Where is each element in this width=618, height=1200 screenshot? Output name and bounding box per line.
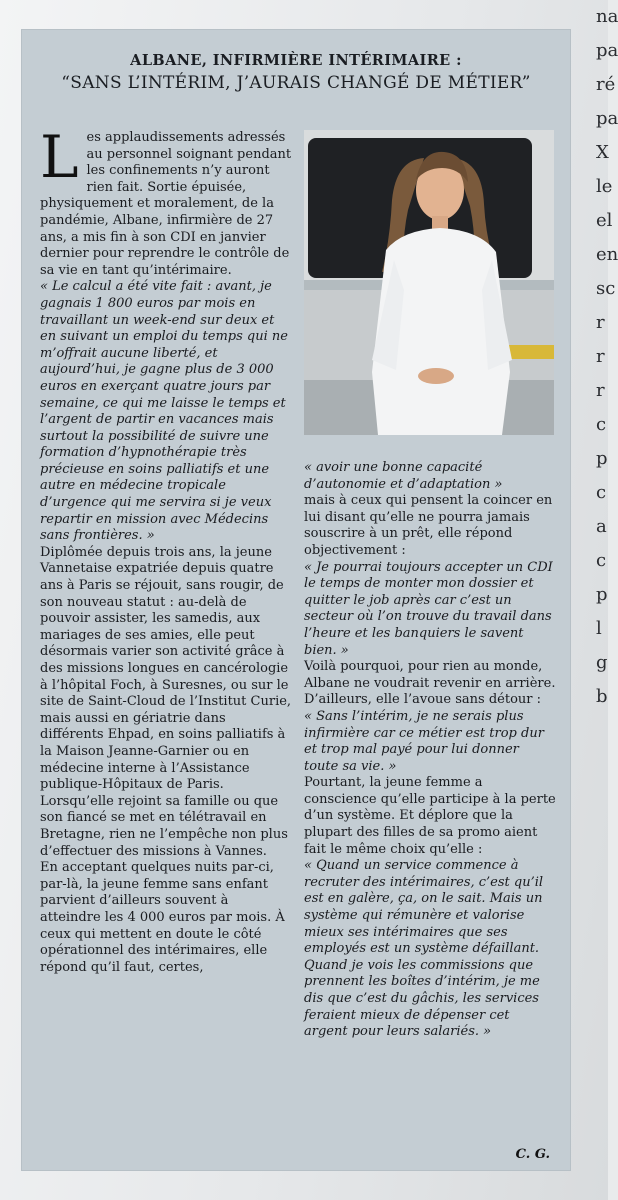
nurse-photo-illustration (304, 130, 554, 435)
adjacent-fragment: na (596, 6, 618, 27)
column-right (304, 460, 556, 1041)
column-left (40, 123, 292, 976)
adjacent-fragment: pa (596, 108, 618, 129)
adjacent-fragment: le (596, 176, 613, 197)
quote-cdi: « Je pourrai toujours accepter un CDI le temps de monter mon dossier et quitter le job après car c’est un secteur où l’on trouve du travail dans l’heure et les banquiers le savent bien. » (304, 559, 553, 658)
headline (22, 52, 570, 94)
intro-paragraph (40, 123, 292, 279)
paragraph-nights: En acceptant quelques nuits par-ci, par-là, la jeune femme sans enfant parvient d’ailleurs souvent à atteindre les 4 000 euros par mois. À ceux qui mettent en doute le côté opérationnel des intérimaires, elle répond qu’il faut, certes, (40, 860, 285, 975)
quote-without-interim: « Sans l’intérim, je ne serais plus infirmière car ce métier est trop dur et trop mal payé pour lui donner toute sa vie. » (304, 708, 544, 774)
portrait-photo (304, 130, 554, 435)
adjacent-fragment: X (596, 142, 609, 163)
drop-cap: L (40, 123, 79, 191)
quote-system-failing: « Quand un service commence à recruter des intérimaires, c’est qu’il est en galère, ça, on le sait. Mais un système qui rémunère et valorise mieux ses intérimaires que ses employés est un système défaillant. Quand je vois les commissions que prennent les boîtes d’intérim, je me dis que c’est du gâchis, les services feraient mieux de dépenser cet argent pour leurs salariés. » (304, 858, 544, 1040)
adjacent-fragment: c (596, 414, 607, 435)
paragraph-loan: mais à ceux qui pensent la coincer en lui disant qu’elle ne pourra jamais souscrire à un prêt, elle répond objectivement : (304, 493, 553, 558)
paragraph-family: Lorsqu’elle rejoint sa famille ou que son fiancé se met en télétravail en Bretagne, rien ne l’empêche non plus d’effectuer des missions à Vannes. (40, 793, 288, 859)
author-signature: C. G. (515, 1147, 550, 1162)
quote-autonomy: « avoir une bonne capacité d’autonomie et d’adaptation » (304, 460, 503, 492)
adjacent-fragment: en (596, 244, 618, 265)
adjacent-fragment: r (596, 380, 605, 401)
paragraph-no-return: Voilà pourquoi, pour rien au monde, Albane ne voudrait revenir en arrière. D’ailleurs, elle l’avoue sans détour : (304, 659, 556, 708)
headline-line-1: ALBANE, INFIRMIÈRE INTÉRIMAIRE : (130, 52, 462, 69)
adjacent-fragment: ré (596, 74, 616, 95)
adjacent-fragment: p (596, 584, 608, 605)
adjacent-fragment: g (596, 652, 608, 673)
adjacent-fragment: c (596, 482, 607, 503)
adjacent-fragment: b (596, 686, 608, 707)
adjacent-fragment: p (596, 448, 608, 469)
adjacent-fragment: el (596, 210, 613, 231)
adjacent-fragment: l (596, 618, 602, 639)
adjacent-fragment: sc (596, 278, 616, 299)
intro-text: es applaudissements adressés au personnel soignant pendant les confinements n’y auront rien fait. Sortie épuisée, physiquement et moralement, de la pandémie, Albane, infirmière de 27 ans, a mis fin à son CDI en janvier dernier pour reprendre le contrôle de sa vie en tant qu’intérimaire. (40, 130, 292, 278)
adjacent-fragment: r (596, 312, 605, 333)
paragraph-system: Pourtant, la jeune femme a conscience qu’elle participe à la perte d’un système. Et déplore que la plupart des filles de sa promo aient fait le même choix qu’elle : (304, 775, 556, 857)
adjacent-fragment: pa (596, 40, 618, 61)
quote-salary: « Le calcul a été vite fait : avant, je gagnais 1 800 euros par mois en travaillant un week-end sur deux et en suivant un emploi du temps qui ne m’offrait aucune liberté, et aujourd’hui, je gagne plus de 3 000 euros en exerçant quatre jours par semaine, ce qui me laisse le temps et l’argent de partir en vacances mais surtout la possibilité de suivre une formation d’hypnothérapie très précieuse en soins palliatifs et une autre en médecine tropicale d’urgence qui me servira si je veux repartir en mission avec Médecins sans frontières. » (40, 279, 288, 544)
paragraph-career: Diplômée depuis trois ans, la jeune Vannetaise expatriée depuis quatre ans à Paris se réjouit, sans rougir, de son nouveau statut : au-delà de pouvoir assister, les samedis, aux mariages de ses amies, elle peut désormais varier son activité grâce à des missions longues en cancérologie à l’hôpital Foch, à Suresnes, ou sur le site de Saint-Cloud de l’Institut Curie, mais aussi en gériatrie dans différents Ehpad, en soins palliatifs à la Maison Jeanne-Garnier ou en médecine interne à l’Assistance publique-Hôpitaux de Paris. (40, 544, 292, 793)
article-box (22, 30, 570, 1170)
adjacent-fragment: r (596, 346, 605, 367)
headline-line-2: “SANS L’INTÉRIM, J’AURAIS CHANGÉ DE MÉTIER” (61, 73, 531, 93)
adjacent-column (572, 0, 618, 1200)
adjacent-fragment: a (596, 516, 607, 537)
adjacent-fragment: c (596, 550, 607, 571)
